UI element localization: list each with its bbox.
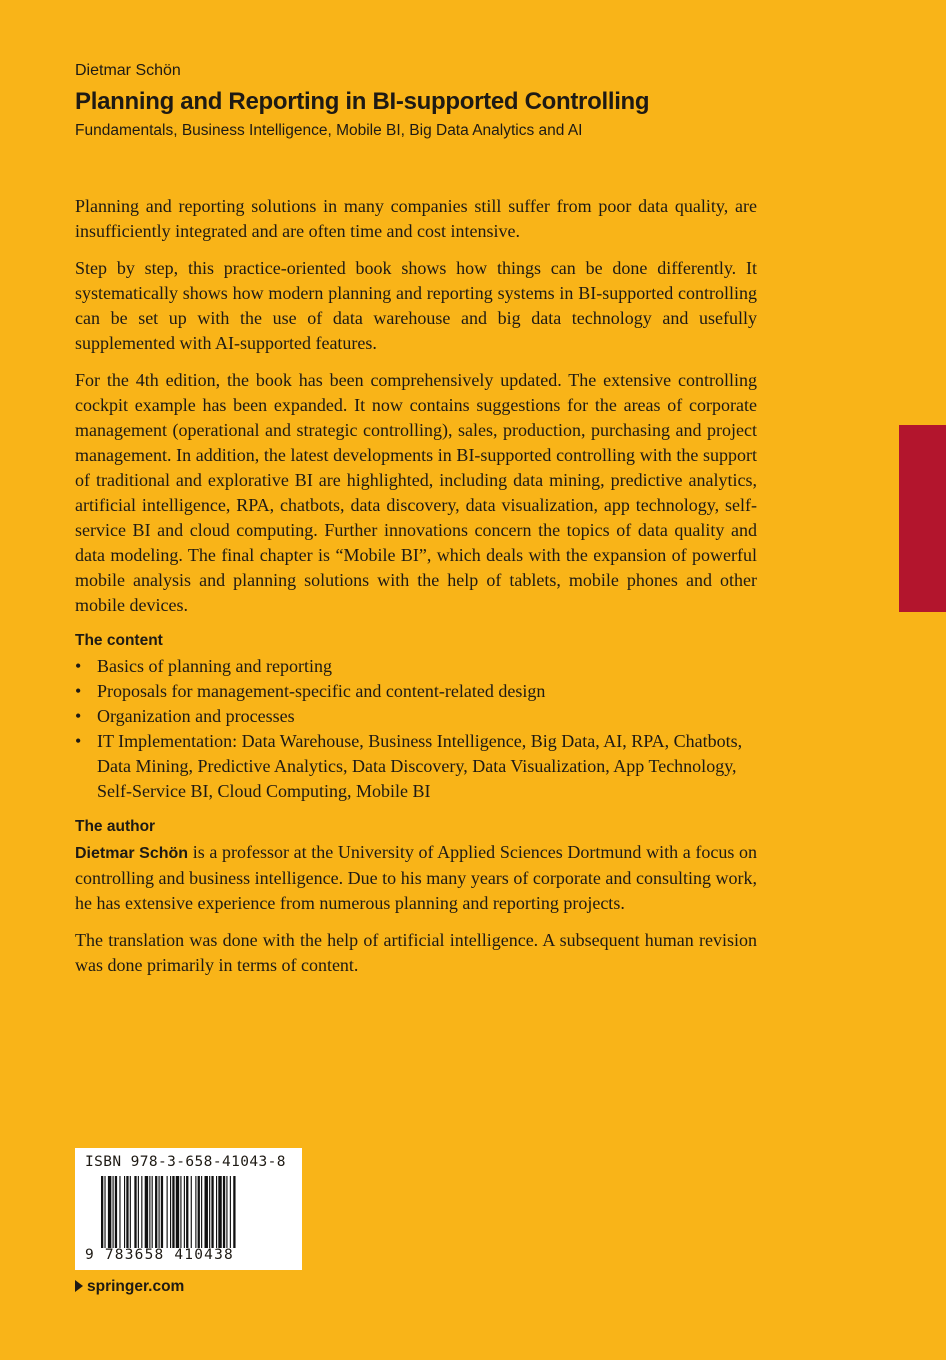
list-item: • IT Implementation: Data Warehouse, Business Intelligence, Big Data, AI, RPA, Chatbots, Data Mining, Predictive Analytics, Data Discovery, Data Visualization, App Technology, Self-Service BI, Cloud Computing, Mobile BI xyxy=(75,729,757,804)
barcode-bar xyxy=(124,1176,125,1248)
barcode-bar xyxy=(191,1176,192,1248)
barcode-bar xyxy=(170,1176,171,1248)
description-paragraph-3: For the 4th edition, the book has been comprehensively updated. The extensive controlling cockpit example has been expanded. It now contains suggestions for the areas of corporate management (operational and strategic controlling), sales, production, purchasing and project management. In addition, the latest developments in BI-supported controlling with the support of traditional and explorative BI are highlighted, including data mining, predictive analytics, artificial intelligence, RPA, chatbots, data discovery, data visualization, app technology, self-service BI and cloud computing. Further innovations concern the topics of data quality and data modeling. The final chapter is “Mobile BI”, which deals with the expansion of powerful mobile analysis and planning solutions with the help of tablets, mobile phones and other mobile devices. xyxy=(75,370,757,615)
description-paragraph-1: Planning and reporting solutions in many companies still suffer from poor data quality, are insufficiently integrated and are often time and cost intensive. xyxy=(75,196,757,241)
barcode-bar xyxy=(152,1176,153,1248)
barcode-bar xyxy=(172,1176,174,1248)
author-name: Dietmar Schön xyxy=(75,62,181,79)
description-paragraph-2: Step by step, this practice-oriented book shows how things can be done differently. It systematically shows how modern planning and reporting systems in BI-supported controlling can be set up with the use of data warehouse and big data technology and usefully supplemented with AI-supported features. xyxy=(75,258,757,353)
barcode-bar xyxy=(180,1176,181,1248)
barcode-bar xyxy=(141,1176,142,1248)
barcode-bar xyxy=(145,1176,148,1248)
translation-note: The translation was done with the help of artificial intelligence. A subsequent human revision was done primarily in terms of content. xyxy=(75,930,757,975)
cover-header xyxy=(75,62,775,140)
barcode-bar xyxy=(138,1176,139,1248)
barcode-bar xyxy=(201,1176,202,1248)
barcode-bar xyxy=(226,1176,227,1248)
author-heading: The author xyxy=(75,818,156,835)
book-subtitle: Fundamentals, Business Intelligence, Mobile BI, Big Data Analytics and AI xyxy=(75,122,583,139)
author-bio-name: Dietmar Schön xyxy=(75,845,189,862)
author-bio xyxy=(75,840,757,916)
barcode-bar xyxy=(101,1176,103,1248)
barcode-bar xyxy=(167,1176,168,1248)
color-tab xyxy=(899,425,946,612)
barcode-bars xyxy=(101,1176,281,1248)
list-item: • Proposals for management-specific and content-related design xyxy=(75,679,757,704)
isbn-label: ISBN 978-3-658-41043-8 xyxy=(85,1154,286,1170)
barcode-bar xyxy=(186,1176,188,1248)
barcode-bar xyxy=(176,1176,179,1248)
arrow-right-icon xyxy=(75,1280,83,1292)
barcode-bar xyxy=(209,1176,210,1248)
publisher-link-text: springer.com xyxy=(87,1278,185,1295)
book-title: Planning and Reporting in BI-supported Controlling xyxy=(75,88,650,115)
barcode xyxy=(75,1148,302,1270)
barcode-bar xyxy=(155,1176,157,1248)
content-list xyxy=(75,654,757,804)
barcode-bar xyxy=(113,1176,114,1248)
barcode-bar xyxy=(223,1176,225,1248)
barcode-bar xyxy=(184,1176,185,1248)
barcode-bar xyxy=(115,1176,117,1248)
content-heading: The content xyxy=(75,632,163,649)
list-item: • Basics of planning and reporting xyxy=(75,654,757,679)
barcode-bar xyxy=(195,1176,196,1248)
list-item: • Organization and processes xyxy=(75,704,757,729)
barcode-bar xyxy=(233,1176,235,1248)
barcode-bar xyxy=(130,1176,131,1248)
back-cover-text xyxy=(75,194,757,990)
barcode-bar xyxy=(159,1176,160,1248)
barcode-bar xyxy=(104,1176,105,1248)
publisher-link[interactable] xyxy=(75,1278,184,1296)
author-bio-text: is a professor at the University of Applied Sciences Dortmund with a focus on controlling and business intelligence. Due to his many years of corporate and consulting work, he has extensive experience from numerous planning and reporting projects. xyxy=(75,842,757,913)
barcode-bar xyxy=(218,1176,221,1248)
barcode-bar xyxy=(108,1176,111,1248)
barcode-bar xyxy=(119,1176,120,1248)
barcode-bar xyxy=(134,1176,136,1248)
barcode-bar xyxy=(161,1176,163,1248)
barcode-bar xyxy=(211,1176,213,1248)
barcode-bar xyxy=(205,1176,208,1248)
barcode-bar xyxy=(126,1176,128,1248)
barcode-bar xyxy=(149,1176,150,1248)
barcode-bar xyxy=(216,1176,217,1248)
barcode-bar xyxy=(198,1176,200,1248)
barcode-number: 9 783658 410438 xyxy=(85,1247,234,1263)
barcode-bar xyxy=(230,1176,231,1248)
